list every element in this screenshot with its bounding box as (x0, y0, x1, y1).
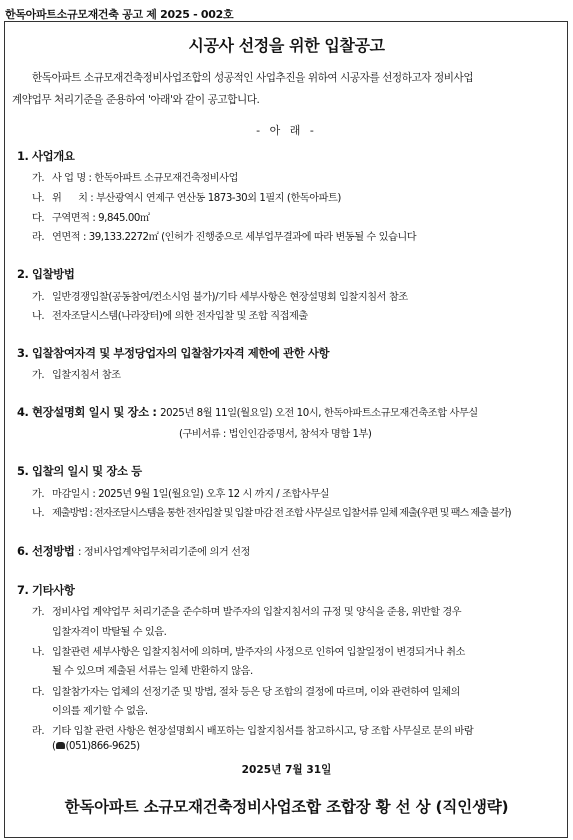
item-marker: 다. (32, 687, 45, 698)
item-text: 제출방법 : 전자조달시스템을 통한 전자입찰 및 입찰 마감 전 조합 사무실로 입찰서류 일체 제출(우편 및 팩스 제출 불가) (52, 508, 511, 519)
item-text: 입찰관련 세부사항은 입찰지침서에 의하며, 발주자의 사정으로 인하여 입찰일정이 변경되거나 취소 (52, 647, 465, 658)
item-text: 구역면적 : 9,845.00㎡ (52, 213, 150, 224)
section-4-heading: 4. 현장설명회 일시 및 장소 : (17, 405, 157, 419)
section-2-item (32, 288, 408, 303)
notice-date: 2025년 7월 31일 (241, 764, 332, 776)
section-5-title: 5. 입찰의 일시 및 장소 등 (17, 464, 142, 478)
section-7-item (32, 683, 460, 698)
item-text: 입찰참가자는 업체의 선정기준 및 방법, 절차 등은 당 조합의 결정에 따르며, 이와 관련하여 일체의 (52, 687, 461, 698)
intro-line-1: 한독아파트 소규모재건축정비사업조합의 성공적인 사업추진을 위하여 시공자를 선정하고자 정비사업 (32, 72, 474, 84)
item-marker: 라. (32, 726, 45, 737)
intro-paragraph (12, 67, 564, 111)
section-7-item-cont: ( (051)866-9625) (52, 741, 140, 752)
section-7-item-cont: 될 수 있으며 제출된 서류는 일체 반환하지 않음. (52, 666, 253, 677)
item-marker: 다. (32, 213, 45, 224)
phone-number: (051)866-9625) (65, 741, 140, 752)
phone-icon (56, 742, 65, 749)
item-text: 연면적 : 39,133.2272㎡ (인허가 진행중으로 세부업무결과에 따라 변동될 수 있습니다 (52, 232, 417, 243)
item-marker: 가. (32, 489, 45, 500)
item-text: 일반경쟁입찰(공동참여/컨소시엄 불가)/기타 세부사항은 현장설명회 입찰지침서 참조 (52, 292, 408, 303)
item-marker: 가. (32, 370, 45, 381)
item-marker: 나. (32, 193, 45, 204)
item-text: 기타 입찰 관련 사항은 현장설명회시 배포하는 입찰지침서를 참고하시고, 당 조합 사무실로 문의 바람 (52, 726, 474, 737)
section-4-title (17, 404, 478, 420)
section-6-title (17, 543, 250, 559)
section-2-item (32, 307, 308, 322)
item-text: 마감일시 : 2025년 9월 1일(월요일) 오후 12 시 까지 / 조합사무실 (52, 489, 329, 500)
section-7-item-cont: 이의를 제기할 수 없음. (52, 706, 148, 717)
section-5-item (32, 485, 329, 500)
item-marker: 나. (32, 311, 45, 322)
item-text: 입찰지침서 참조 (52, 370, 121, 381)
issuer-signature: 한독아파트 소규모재건축정비사업조합 조합장 황 선 상 (직인생략) (64, 798, 509, 816)
section-1-item (32, 209, 150, 224)
item-text: 사 업 명 : 한독아파트 소규모재건축정비사업 (52, 173, 238, 184)
section-1-title: 1. 사업개요 (17, 149, 75, 163)
section-6-text: : 정비사업계약업무처리기준에 의거 선정 (78, 547, 251, 558)
item-text: 전자조달시스템(나라장터)에 의한 전자입찰 및 조합 직접제출 (52, 311, 308, 322)
section-5-item (32, 504, 511, 519)
item-marker: 나. (32, 508, 45, 519)
item-marker: 나. (32, 647, 45, 658)
section-1-item (32, 169, 238, 184)
item-marker: 라. (32, 232, 45, 243)
page-title: 시공사 선정을 위한 입찰공고 (188, 36, 385, 55)
section-7-item (32, 643, 465, 658)
item-text: 정비사업 계약업무 처리기준을 준수하며 발주자의 입찰지침서의 규정 및 양식을 준용, 위반할 경우 (52, 607, 462, 618)
intro-line-2: 계약업무 처리기준을 준용하여 '아래'와 같이 공고합니다. (12, 94, 260, 106)
section-7-item-cont: 입찰자격이 박탈될 수 있음. (52, 627, 167, 638)
section-7-item (32, 603, 461, 618)
section-2-title: 2. 입찰방법 (17, 267, 75, 281)
section-3-title: 3. 입찰참여자격 및 부정당업자의 입찰참가자격 제한에 관한 사항 (17, 346, 330, 360)
section-1-item (32, 189, 341, 204)
section-7-title: 7. 기타사항 (17, 583, 75, 597)
section-4-note: (구비서류 : 법인인감증명서, 참석자 명함 1부) (179, 429, 372, 440)
item-marker: 가. (32, 607, 45, 618)
section-7-item (32, 722, 473, 737)
separator: - 아 래 - (256, 124, 317, 137)
item-marker: 가. (32, 292, 45, 303)
item-text: 위 치 : 부산광역시 연제구 연산동 1873-30외 1필지 (한독아파트) (52, 193, 341, 204)
notice-number: 한독아파트소규모재건축 공고 제 2025 - 002호 (5, 8, 234, 21)
item-marker: 가. (32, 173, 45, 184)
section-4-text: 2025년 8월 11일(월요일) 오전 10시, 한독아파트소규모재건축조합 사무실 (160, 408, 478, 419)
section-1-item (32, 228, 416, 243)
section-6-heading: 6. 선정방법 (17, 544, 75, 558)
section-3-item (32, 366, 121, 381)
